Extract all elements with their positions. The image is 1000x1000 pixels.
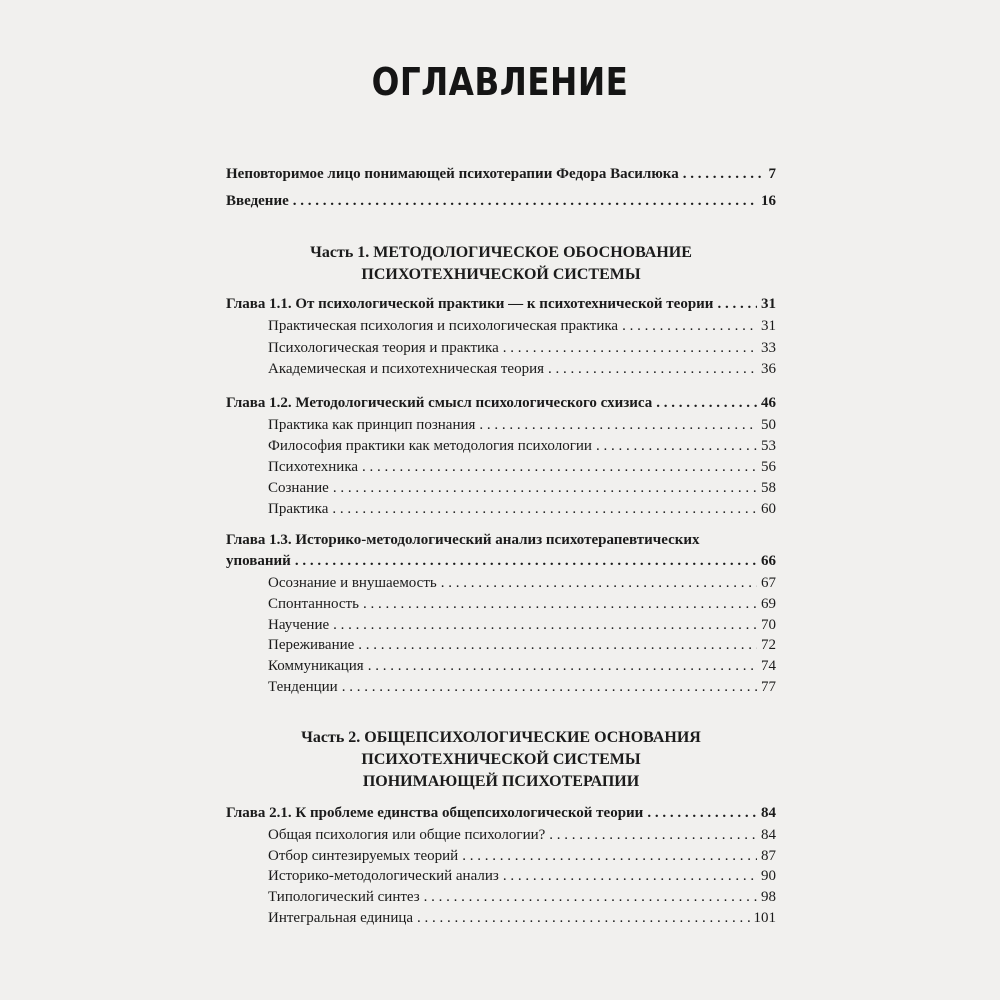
toc-entry-text: Спонтанность bbox=[268, 596, 359, 612]
toc-page-number: 90 bbox=[761, 868, 776, 884]
toc-page-number: 50 bbox=[761, 417, 776, 433]
toc-page-number: 31 bbox=[761, 318, 776, 334]
toc-entry-text: Сознание bbox=[268, 480, 329, 496]
part-heading-line: Часть 1. МЕТОДОЛОГИЧЕСКОЕ ОБОСНОВАНИЕ bbox=[310, 244, 692, 261]
toc-entry-text: Переживание bbox=[268, 637, 355, 653]
toc-section[interactable] bbox=[268, 656, 776, 676]
toc-section[interactable] bbox=[268, 316, 776, 336]
toc-entry-text: Общая психология или общие психологии? bbox=[268, 827, 546, 843]
toc-page-number: 77 bbox=[761, 679, 776, 695]
toc-entry-text: Практическая психология и психологическая практика bbox=[268, 318, 619, 334]
toc-entry-text: Практика как принцип познания bbox=[268, 417, 476, 433]
toc-page-number: 36 bbox=[761, 361, 776, 377]
toc-entry-text: Историко-методологический анализ bbox=[268, 868, 499, 884]
toc-page-number: 7 bbox=[768, 166, 776, 182]
leader-dots bbox=[717, 294, 757, 314]
toc-section[interactable] bbox=[268, 846, 776, 866]
leader-dots bbox=[333, 478, 757, 498]
toc-section[interactable] bbox=[268, 457, 776, 477]
toc-section[interactable] bbox=[268, 635, 776, 655]
toc-entry-text: Глава 1.2. Методологический смысл психологического схизиса bbox=[226, 395, 653, 411]
toc-entry-text: Академическая и психотехническая теория bbox=[268, 361, 544, 377]
leader-dots bbox=[293, 191, 757, 211]
part-1-heading bbox=[226, 242, 776, 286]
leader-dots bbox=[358, 635, 757, 655]
toc-section[interactable] bbox=[268, 359, 776, 379]
toc-section[interactable] bbox=[268, 866, 776, 886]
toc-chapter-1-3-line1[interactable]: Глава 1.3. Историко-методологический анализ психотерапевтических bbox=[226, 532, 700, 548]
leader-dots bbox=[368, 656, 757, 676]
toc-entry-text: Научение bbox=[268, 617, 330, 633]
toc-section[interactable] bbox=[268, 478, 776, 498]
toc-entry-text: Типологический синтез bbox=[268, 889, 420, 905]
part-heading-line: ПСИХОТЕХНИЧЕСКОЙ СИСТЕМЫ bbox=[361, 751, 641, 768]
toc-page-number: 60 bbox=[761, 501, 776, 517]
leader-dots bbox=[333, 615, 757, 635]
toc-section[interactable] bbox=[268, 415, 776, 435]
part-2-heading bbox=[226, 727, 776, 793]
toc-entry-text: Практика bbox=[268, 501, 329, 517]
toc-page-number: 70 bbox=[761, 617, 776, 633]
leader-dots bbox=[503, 866, 757, 886]
toc-entry-text: Тенденции bbox=[268, 679, 338, 695]
toc-section[interactable] bbox=[268, 887, 776, 907]
toc-entry-text: Психотехника bbox=[268, 459, 359, 475]
leader-dots bbox=[362, 457, 757, 477]
toc-entry-text: Отбор синтезируемых теорий bbox=[268, 848, 459, 864]
leader-dots bbox=[479, 415, 757, 435]
toc-page-number: 84 bbox=[761, 827, 776, 843]
leader-dots bbox=[647, 803, 757, 823]
toc-page-number: 56 bbox=[761, 459, 776, 475]
toc-page-number: 69 bbox=[761, 596, 776, 612]
toc-chapter-1-1[interactable] bbox=[226, 294, 776, 314]
toc-entry-text: Психологическая теория и практика bbox=[268, 340, 499, 356]
toc-entry-introduction[interactable] bbox=[226, 191, 776, 211]
toc-section[interactable] bbox=[268, 825, 776, 845]
toc-page-number: 74 bbox=[761, 658, 776, 674]
leader-dots bbox=[417, 908, 749, 928]
leader-dots bbox=[548, 359, 757, 379]
toc-section[interactable] bbox=[268, 338, 776, 358]
toc-section[interactable] bbox=[268, 573, 776, 593]
toc-page-number: 101 bbox=[753, 910, 776, 926]
leader-dots bbox=[295, 551, 757, 571]
leader-dots bbox=[424, 887, 757, 907]
toc-entry-text: Философия практики как методология психологии bbox=[268, 438, 592, 454]
toc-section[interactable] bbox=[268, 594, 776, 614]
toc-page-number: 87 bbox=[761, 848, 776, 864]
toc-entry-text: Осознание и внушаемость bbox=[268, 575, 437, 591]
toc-entry-text: Глава 1.1. От психологической практики — к психотехнической теории bbox=[226, 296, 714, 312]
toc-entry-foreword[interactable] bbox=[226, 164, 776, 184]
toc-page-number: 66 bbox=[761, 553, 776, 569]
toc-page-number: 16 bbox=[761, 193, 776, 209]
leader-dots bbox=[549, 825, 757, 845]
toc-page-number: 31 bbox=[761, 296, 776, 312]
toc-page-number: 53 bbox=[761, 438, 776, 454]
page-title: ОГЛАВЛЕНИЕ bbox=[371, 60, 629, 104]
toc-page-number: 84 bbox=[761, 805, 776, 821]
leader-dots bbox=[462, 846, 757, 866]
toc-page-number: 46 bbox=[761, 395, 776, 411]
toc-page-number: 72 bbox=[761, 637, 776, 653]
toc-section[interactable] bbox=[268, 677, 776, 697]
toc-entry-text: Интегральная единица bbox=[268, 910, 414, 926]
leader-dots bbox=[441, 573, 757, 593]
toc-section[interactable] bbox=[268, 615, 776, 635]
toc-chapter-1-2[interactable] bbox=[226, 393, 776, 413]
leader-dots bbox=[683, 164, 765, 184]
toc-page-number: 33 bbox=[761, 340, 776, 356]
leader-dots bbox=[332, 499, 757, 519]
toc-chapter-1-3[interactable] bbox=[226, 551, 776, 571]
toc-entry-text: Неповторимое лицо понимающей психотерапии Федора Василюка bbox=[226, 166, 679, 182]
leader-dots bbox=[503, 338, 757, 358]
toc-page-number: 67 bbox=[761, 575, 776, 591]
toc-section[interactable] bbox=[268, 908, 776, 928]
toc-section[interactable] bbox=[268, 499, 776, 519]
part-heading-line: Часть 2. ОБЩЕПСИХОЛОГИЧЕСКИЕ ОСНОВАНИЯ bbox=[301, 729, 701, 746]
toc-entry-text: Глава 2.1. К проблеме единства общепсихологической теории bbox=[226, 805, 644, 821]
toc-page-number: 58 bbox=[761, 480, 776, 496]
toc-page-number: 98 bbox=[761, 889, 776, 905]
leader-dots bbox=[656, 393, 757, 413]
toc-entry-text: Введение bbox=[226, 193, 289, 209]
leader-dots bbox=[342, 677, 757, 697]
leader-dots bbox=[596, 436, 757, 456]
toc-section[interactable] bbox=[268, 436, 776, 456]
leader-dots bbox=[622, 316, 757, 336]
toc-entry-text: упований bbox=[226, 553, 291, 569]
leader-dots bbox=[363, 594, 757, 614]
toc-entry-text: Коммуникация bbox=[268, 658, 364, 674]
toc-chapter-2-1[interactable] bbox=[226, 803, 776, 823]
part-heading-line: ПСИХОТЕХНИЧЕСКОЙ СИСТЕМЫ bbox=[361, 266, 641, 283]
part-heading-line: ПОНИМАЮЩЕЙ ПСИХОТЕРАПИИ bbox=[362, 773, 640, 790]
